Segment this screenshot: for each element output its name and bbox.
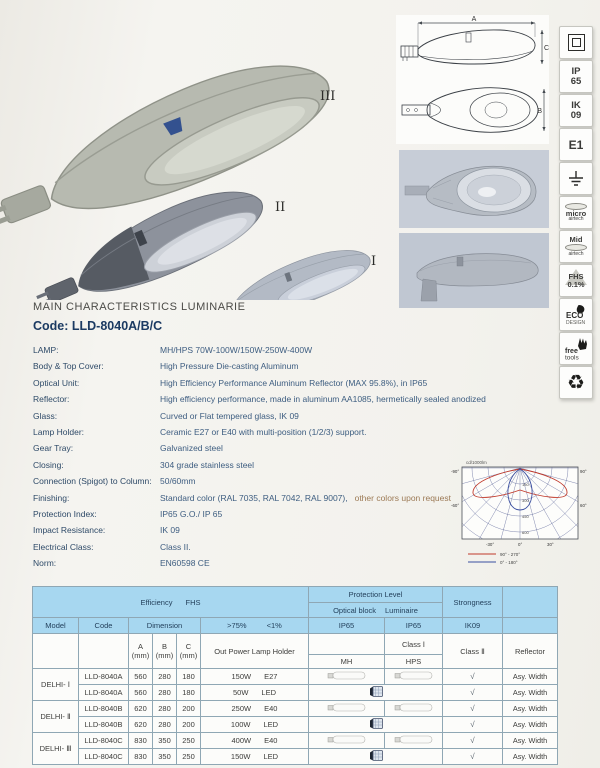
svg-text:ECO: ECO (566, 310, 584, 320)
diagram-unit-label: cd/1000lm (466, 460, 487, 465)
mh-lamp-cell (309, 669, 385, 685)
angle-label-neg90: -90° (451, 469, 460, 474)
model-table (32, 586, 558, 765)
finishing-note: other colors upon request (354, 492, 451, 503)
ring-label-450: 450 (522, 514, 529, 519)
header-mh-blank (309, 634, 385, 655)
e1-badge: E1 (559, 128, 593, 161)
spec-row-closing: Closing: 304 grade stainless steel (33, 459, 255, 470)
photo-label-i: I (371, 254, 377, 269)
header-ik09: IK09 (443, 618, 503, 634)
header-hps: HPS (385, 655, 443, 669)
header-class-ii: Class Ⅱ (443, 634, 503, 669)
table-row: DELHI- Ⅲ LLD-8040C 830 350 250 400W E40 √ Asy. Width (33, 733, 558, 749)
spec-row-electrical-class: Electrical Class: Class II. (33, 541, 191, 552)
table-row: LLD-8040B 620 280 200 100W LED √ Asy. Width (33, 717, 558, 733)
earth-ground-icon (559, 162, 593, 195)
product-photos (0, 0, 400, 300)
header-blank-left (33, 587, 309, 618)
dim-label-b: B (537, 108, 542, 115)
angle-label-0: 0° (518, 542, 523, 547)
led-module-cell (309, 717, 443, 733)
header-fhs: FHS (185, 597, 201, 607)
svg-text:tools: tools (565, 354, 579, 361)
spec-row-lamp-holder: Lamp Holder: Ceramic E27 or E40 with multi-position (1/2/3) support. (33, 426, 367, 437)
header-optical-block: Optical block (333, 605, 376, 615)
angle-label-neg30: -30° (486, 542, 495, 547)
table-row: DELHI- Ⅰ LLD-8040A 560 280 180 150W E27 √ Asy. Width (33, 669, 558, 685)
ring-label-300: 300 (522, 498, 529, 503)
table-row: LLD-8040A 560 280 180 50W LED √ Asy. Width (33, 685, 558, 701)
side-view-photo (399, 233, 549, 308)
spec-row-lamp: LAMP: MH/HPS 70W-100W/150W-250W-400W (33, 345, 313, 355)
dim-label-a: A (471, 16, 477, 23)
led-module-cell (309, 749, 443, 765)
header-reflector: Reflector (503, 634, 558, 669)
header-out-power: Out Power Lamp Holder (201, 634, 309, 669)
spec-row-finishing: Finishing: Standard color (RAL 7035, RAL 7042, RAL 9007), other colors upon request (33, 492, 451, 503)
spec-row-glass: Glass: Curved or Flat tempered glass, IK 09 (33, 410, 299, 421)
tube-lamp-icon (327, 671, 367, 680)
spec-row-optical-unit: Optical Unit: High Efficiency Performance Aluminum Reflector (MAX 95.8%), in IP65 (33, 377, 428, 388)
tube-lamp-icon (327, 703, 367, 712)
fhs-badge: FHS 0.1% (559, 264, 593, 297)
legend-label-blue: 0° - 180° (500, 560, 518, 565)
hps-lamp-cell (385, 733, 443, 749)
angle-label-60: 60° (580, 503, 587, 508)
ik09-badge: IK 09 (559, 94, 593, 127)
header-strongness: Strongness (443, 587, 503, 618)
micro-airtech-badge: micro airtech (559, 196, 593, 229)
spec-row-body: Body & Top Cover: High Pressure Die-casting Aluminum (33, 361, 299, 372)
model-cell: DELHI- Ⅲ (33, 733, 79, 765)
technical-drawing (396, 15, 549, 144)
header-blank-reflector (503, 618, 558, 634)
header-blank-right (503, 587, 558, 618)
tube-lamp-icon (394, 735, 434, 744)
spec-row-reflector: Reflector: High efficiency performance, made in aluminum AA1085, hermetically sealed anodized (33, 394, 486, 405)
header-model: Model (33, 618, 79, 634)
header-luminaire: Luminaire (385, 605, 418, 615)
hps-lamp-cell (385, 669, 443, 685)
photometric-diagram (450, 455, 595, 580)
ring-label-150: 150 (522, 482, 529, 487)
tube-lamp-icon (327, 735, 367, 744)
led-module-icon (368, 685, 384, 698)
spec-row-norm: Norm: EN60598 CE (33, 558, 210, 569)
header-code-blank (79, 634, 129, 669)
tube-lamp-icon (394, 671, 434, 680)
mid-airtech-badge: Mid airtech (559, 230, 593, 263)
ip65-badge: IP 65 (559, 60, 593, 93)
header-dim-a: A (mm) (129, 634, 153, 669)
header-dimension: Dimension (129, 618, 201, 634)
header-lt1: <1% (266, 621, 282, 630)
spec-row-gear-tray: Gear Tray: Galvanized steel (33, 443, 223, 454)
svg-text:free: free (565, 347, 578, 355)
hps-lamp-cell (385, 701, 443, 717)
photo-label-ii: II (275, 200, 286, 215)
spec-row-connection: Connection (Spigot) to Column: 50/60mm (33, 476, 196, 487)
angle-label-30: 30° (547, 542, 554, 547)
section-heading: MAIN CHARACTERISTICS LUMINARIE (33, 301, 246, 313)
table-row: DELHI- Ⅱ LLD-8040B 620 280 200 250W E40 √ Asy. Width (33, 701, 558, 717)
header-gt75: >75% (227, 621, 247, 630)
mh-lamp-cell (309, 733, 385, 749)
diagram-legend (468, 552, 520, 565)
spec-row-protection-index: Protection Index: IP65 G.O./ IP 65 (33, 508, 223, 519)
model-cell: DELHI- Ⅰ (33, 669, 79, 701)
recycle-icon: ♻ (559, 366, 593, 399)
class-ii-insulation-icon (559, 26, 593, 59)
header-protection-level: Protection Level (309, 587, 443, 603)
svg-text:DESIGN: DESIGN (566, 319, 586, 326)
header-code: Code (79, 618, 129, 634)
spec-row-impact: Impact Resistance: IK 09 (33, 525, 180, 536)
header-mh: MH (309, 655, 385, 669)
eco-design-badge (559, 298, 593, 331)
bottom-view-photo (399, 150, 549, 228)
photo-label-iii: III (320, 89, 336, 104)
led-module-icon (368, 717, 384, 730)
angle-label-90: 90° (580, 469, 587, 474)
dim-label-c: C (544, 45, 549, 52)
led-module-cell (309, 685, 443, 701)
free-tools-badge (559, 332, 593, 365)
header-efficiency: Efficiency (140, 597, 173, 607)
header-class-i: Class Ⅰ (385, 634, 443, 655)
header-dim-b: B (mm) (153, 634, 177, 669)
model-cell: DELHI- Ⅱ (33, 701, 79, 733)
ring-label-600: 600 (522, 530, 529, 535)
tube-lamp-icon (394, 703, 434, 712)
header-ip65-luminaire: IP65 (385, 618, 443, 634)
led-module-icon (368, 749, 384, 762)
header-efficiency-values (201, 618, 309, 634)
legend-label-red: 90° - 270° (500, 552, 521, 557)
product-code: Code: LLD-8040A/B/C (33, 319, 163, 333)
header-ip65-optical: IP65 (309, 618, 385, 634)
angle-label-neg60: -60° (451, 503, 460, 508)
header-model-blank (33, 634, 79, 669)
header-dim-c: C (mm) (177, 634, 201, 669)
header-optical-luminaire (309, 603, 443, 618)
table-row: LLD-8040C 830 350 250 150W LED √ Asy. Width (33, 749, 558, 765)
mh-lamp-cell (309, 701, 385, 717)
